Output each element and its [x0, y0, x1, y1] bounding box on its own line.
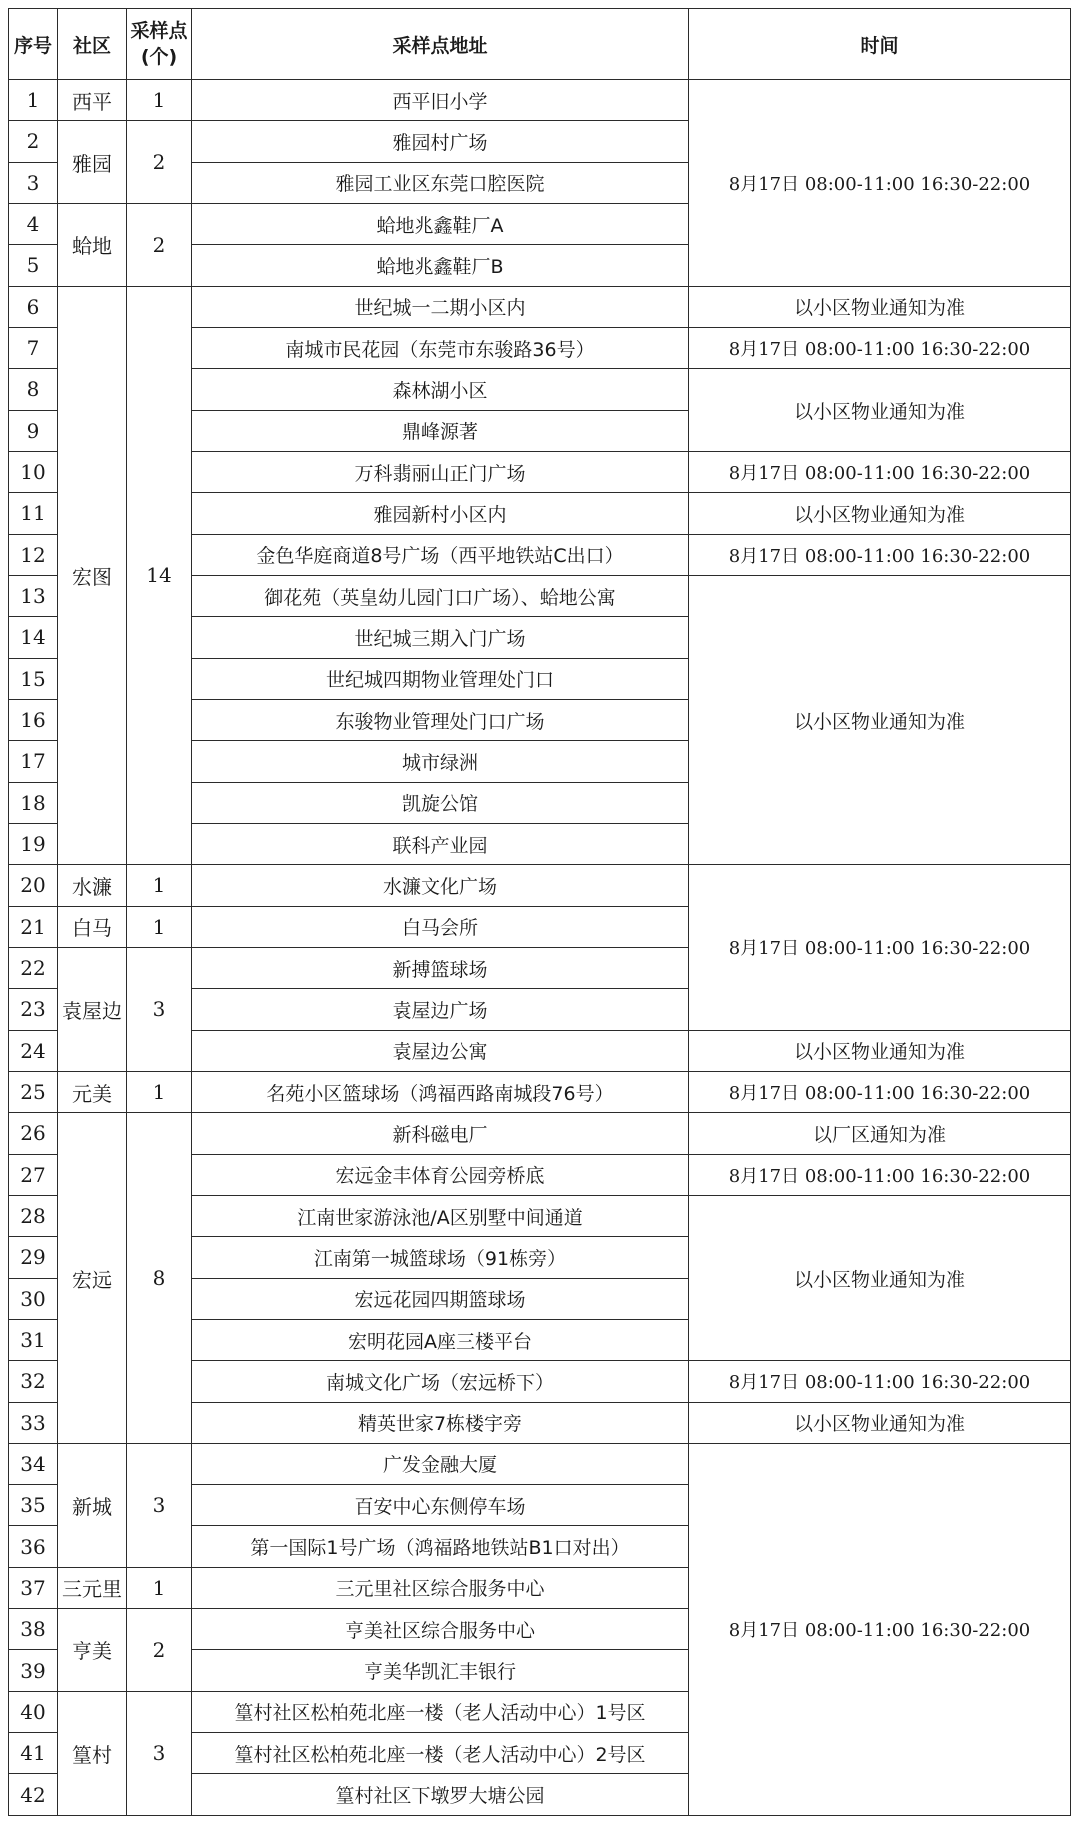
- table-row: [9, 80, 1071, 121]
- cell-time: 以小区物业通知为准: [689, 1195, 1071, 1360]
- cell-time: 以小区物业通知为准: [689, 493, 1071, 534]
- cell-seq: 41: [9, 1733, 58, 1774]
- cell-seq: 17: [9, 741, 58, 782]
- cell-seq: 14: [9, 617, 58, 658]
- cell-seq: 24: [9, 1030, 58, 1071]
- cell-seq: 8: [9, 369, 58, 410]
- cell-seq: 35: [9, 1485, 58, 1526]
- cell-seq: 25: [9, 1071, 58, 1112]
- cell-address: 宏明花园A座三楼平台: [192, 1319, 689, 1360]
- header-time: 时间: [689, 9, 1071, 80]
- cell-community: 宏远: [58, 1113, 127, 1444]
- cell-address: 第一国际1号广场（鸿福路地铁站B1口对出）: [192, 1526, 689, 1567]
- cell-seq: 18: [9, 782, 58, 823]
- header-sample-points: 采样点(个): [127, 9, 192, 80]
- cell-time: 8月17日 08:00-11:00 16:30-22:00: [689, 534, 1071, 575]
- cell-community: 新城: [58, 1443, 127, 1567]
- cell-sample-count: 1: [127, 1567, 192, 1608]
- cell-address: 亨美社区综合服务中心: [192, 1609, 689, 1650]
- cell-address: 鼎峰源著: [192, 410, 689, 451]
- cell-community: 三元里: [58, 1567, 127, 1608]
- cell-seq: 37: [9, 1567, 58, 1608]
- cell-address: 宏远花园四期篮球场: [192, 1278, 689, 1319]
- cell-seq: 3: [9, 162, 58, 203]
- cell-address: 雅园新村小区内: [192, 493, 689, 534]
- header-seq: 序号: [9, 9, 58, 80]
- cell-time: 8月17日 08:00-11:00 16:30-22:00: [689, 327, 1071, 368]
- cell-time: 以小区物业通知为准: [689, 286, 1071, 327]
- cell-seq: 12: [9, 534, 58, 575]
- cell-address: 名苑小区篮球场（鸿福西路南城段76号）: [192, 1071, 689, 1112]
- cell-sample-count: 3: [127, 1691, 192, 1815]
- header-row: [9, 9, 1071, 80]
- cell-address: 世纪城三期入门广场: [192, 617, 689, 658]
- header-address: 采样点地址: [192, 9, 689, 80]
- cell-address: 宏远金丰体育公园旁桥底: [192, 1154, 689, 1195]
- cell-sample-count: 2: [127, 1609, 192, 1692]
- table-row: [9, 1071, 1071, 1112]
- cell-address: 新搏篮球场: [192, 947, 689, 988]
- cell-community: 元美: [58, 1071, 127, 1112]
- cell-address: 篁村社区松柏苑北座一楼（老人活动中心）2号区: [192, 1733, 689, 1774]
- cell-seq: 27: [9, 1154, 58, 1195]
- cell-time: 以厂区通知为准: [689, 1113, 1071, 1154]
- cell-community: 袁屋边: [58, 947, 127, 1071]
- cell-address: 南城市民花园（东莞市东骏路36号）: [192, 327, 689, 368]
- cell-sample-count: 1: [127, 865, 192, 906]
- cell-time: 以小区物业通知为准: [689, 1030, 1071, 1071]
- cell-address: 蛤地兆鑫鞋厂A: [192, 203, 689, 244]
- cell-seq: 22: [9, 947, 58, 988]
- cell-sample-count: 2: [127, 203, 192, 286]
- cell-seq: 36: [9, 1526, 58, 1567]
- cell-address: 袁屋边广场: [192, 989, 689, 1030]
- cell-address: 蛤地兆鑫鞋厂B: [192, 245, 689, 286]
- cell-address: 东骏物业管理处门口广场: [192, 699, 689, 740]
- cell-address: 雅园村广场: [192, 121, 689, 162]
- cell-seq: 6: [9, 286, 58, 327]
- cell-address: 袁屋边公寓: [192, 1030, 689, 1071]
- cell-address: 亨美华凯汇丰银行: [192, 1650, 689, 1691]
- table-row: [9, 286, 1071, 327]
- cell-address: 篁村社区下墩罗大塘公园: [192, 1774, 689, 1815]
- cell-address: 金色华庭商道8号广场（西平地铁站C出口）: [192, 534, 689, 575]
- cell-address: 世纪城一二期小区内: [192, 286, 689, 327]
- cell-sample-count: 3: [127, 1443, 192, 1567]
- cell-address: 凯旋公馆: [192, 782, 689, 823]
- cell-seq: 20: [9, 865, 58, 906]
- sampling-table: [8, 8, 1071, 1816]
- sampling-points-sheet: [8, 8, 1071, 1816]
- cell-seq: 33: [9, 1402, 58, 1443]
- cell-time: 以小区物业通知为准: [689, 575, 1071, 864]
- cell-seq: 29: [9, 1237, 58, 1278]
- cell-seq: 16: [9, 699, 58, 740]
- cell-community: 亨美: [58, 1609, 127, 1692]
- cell-seq: 1: [9, 80, 58, 121]
- cell-sample-count: 14: [127, 286, 192, 865]
- cell-community: 白马: [58, 906, 127, 947]
- cell-seq: 2: [9, 121, 58, 162]
- cell-address: 水濂文化广场: [192, 865, 689, 906]
- cell-seq: 15: [9, 658, 58, 699]
- cell-community: 西平: [58, 80, 127, 121]
- cell-seq: 11: [9, 493, 58, 534]
- cell-time: 8月17日 08:00-11:00 16:30-22:00: [689, 80, 1071, 287]
- cell-community: 宏图: [58, 286, 127, 865]
- cell-seq: 42: [9, 1774, 58, 1815]
- cell-address: 世纪城四期物业管理处门口: [192, 658, 689, 699]
- cell-time: 8月17日 08:00-11:00 16:30-22:00: [689, 1154, 1071, 1195]
- cell-address: 森林湖小区: [192, 369, 689, 410]
- cell-sample-count: 1: [127, 906, 192, 947]
- cell-address: 南城文化广场（宏远桥下）: [192, 1361, 689, 1402]
- cell-address: 万科翡丽山正门广场: [192, 451, 689, 492]
- cell-seq: 38: [9, 1609, 58, 1650]
- cell-address: 江南世家游泳池/A区别墅中间通道: [192, 1195, 689, 1236]
- cell-seq: 9: [9, 410, 58, 451]
- cell-sample-count: 1: [127, 80, 192, 121]
- cell-sample-count: 3: [127, 947, 192, 1071]
- cell-seq: 30: [9, 1278, 58, 1319]
- cell-address: 新科磁电厂: [192, 1113, 689, 1154]
- cell-seq: 19: [9, 823, 58, 864]
- cell-address: 御花苑（英皇幼儿园门口广场）、蛤地公寓: [192, 575, 689, 616]
- cell-seq: 28: [9, 1195, 58, 1236]
- cell-address: 联科产业园: [192, 823, 689, 864]
- cell-time: 以小区物业通知为准: [689, 369, 1071, 452]
- cell-time: 8月17日 08:00-11:00 16:30-22:00: [689, 1361, 1071, 1402]
- cell-seq: 23: [9, 989, 58, 1030]
- cell-address: 三元里社区综合服务中心: [192, 1567, 689, 1608]
- cell-seq: 7: [9, 327, 58, 368]
- cell-seq: 40: [9, 1691, 58, 1732]
- cell-seq: 5: [9, 245, 58, 286]
- cell-seq: 10: [9, 451, 58, 492]
- cell-address: 白马会所: [192, 906, 689, 947]
- cell-time: 8月17日 08:00-11:00 16:30-22:00: [689, 865, 1071, 1030]
- cell-seq: 26: [9, 1113, 58, 1154]
- cell-seq: 32: [9, 1361, 58, 1402]
- cell-address: 百安中心东侧停车场: [192, 1485, 689, 1526]
- cell-seq: 39: [9, 1650, 58, 1691]
- cell-address: 精英世家7栋楼宇旁: [192, 1402, 689, 1443]
- cell-address: 广发金融大厦: [192, 1443, 689, 1484]
- cell-time: 8月17日 08:00-11:00 16:30-22:00: [689, 1071, 1071, 1112]
- cell-time: 以小区物业通知为准: [689, 1402, 1071, 1443]
- cell-community: 雅园: [58, 121, 127, 204]
- cell-address: 城市绿洲: [192, 741, 689, 782]
- cell-community: 水濂: [58, 865, 127, 906]
- cell-seq: 13: [9, 575, 58, 616]
- cell-seq: 4: [9, 203, 58, 244]
- cell-address: 雅园工业区东莞口腔医院: [192, 162, 689, 203]
- cell-community: 蛤地: [58, 203, 127, 286]
- header-community: 社区: [58, 9, 127, 80]
- table-body: [9, 80, 1071, 1816]
- cell-sample-count: 8: [127, 1113, 192, 1444]
- cell-sample-count: 1: [127, 1071, 192, 1112]
- cell-address: 西平旧小学: [192, 80, 689, 121]
- cell-sample-count: 2: [127, 121, 192, 204]
- cell-seq: 31: [9, 1319, 58, 1360]
- cell-seq: 21: [9, 906, 58, 947]
- table-row: [9, 1443, 1071, 1484]
- table-row: [9, 1113, 1071, 1154]
- table-row: [9, 865, 1071, 906]
- cell-community: 篁村: [58, 1691, 127, 1815]
- cell-address: 篁村社区松柏苑北座一楼（老人活动中心）1号区: [192, 1691, 689, 1732]
- cell-time: 8月17日 08:00-11:00 16:30-22:00: [689, 1443, 1071, 1815]
- cell-time: 8月17日 08:00-11:00 16:30-22:00: [689, 451, 1071, 492]
- cell-address: 江南第一城篮球场（91栋旁）: [192, 1237, 689, 1278]
- cell-seq: 34: [9, 1443, 58, 1484]
